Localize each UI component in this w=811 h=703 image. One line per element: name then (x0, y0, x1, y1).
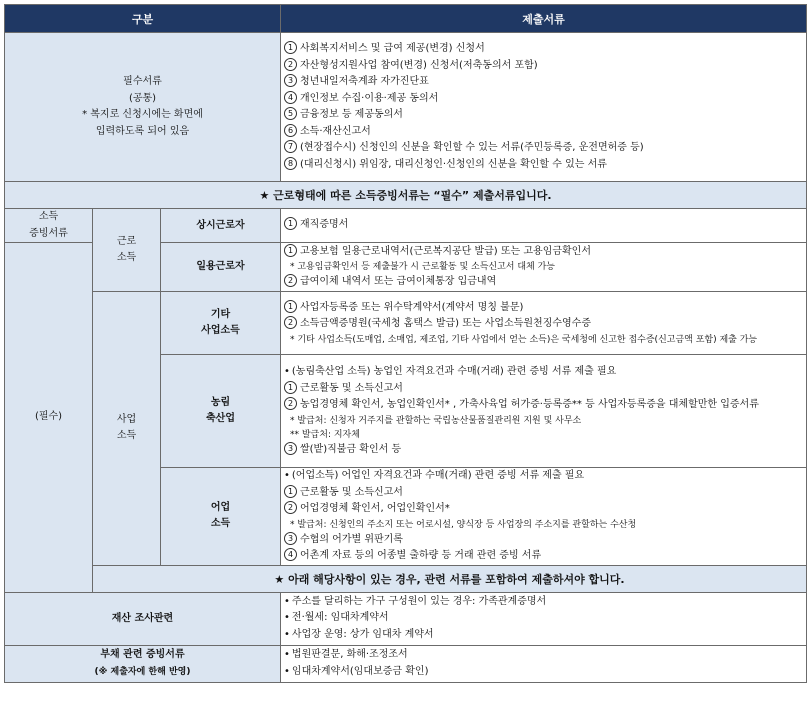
debt-docs (281, 645, 807, 682)
required-common-row (5, 33, 807, 182)
number-badge: 1 (284, 300, 297, 313)
header-documents: 제출서류 (281, 5, 807, 33)
list-item: 1 근로활동 및 소득신고서 (284, 381, 803, 398)
number-badge: 7 (284, 140, 297, 153)
list-item: 1 근로활동 및 소득신고서 (284, 485, 803, 502)
list-item: • (농림축산업 소득) 농업인 자격요건과 수매(거래) 관련 증빙 서류 제출 필요 (284, 366, 617, 377)
list-item: 4 개인정보 수집·이용·제공 동의서 (284, 91, 803, 108)
required-label: (필수) (5, 243, 93, 593)
debt-row (5, 645, 807, 682)
fishing-label: 어업 소득 (161, 468, 281, 566)
label-line: * 복지로 신청시에는 화면에 (82, 109, 203, 120)
header-row (5, 5, 807, 33)
number-badge: 1 (284, 381, 297, 394)
other-business-label: 기타 사업소득 (161, 292, 281, 355)
note: * 기타 사업소득(도매업, 소매업, 제조업, 기타 사업에서 얻는 소득)은 국세청에 신고한 접수증(신고금액 포함) 제출 가능 (290, 334, 758, 345)
required-common-label (5, 33, 281, 182)
list-item: • (어업소득) 어업인 자격요건과 수매(거래) 관련 증빙 서류 제출 필요 (284, 470, 585, 481)
list-item: 1 사업자등록증 또는 위수탁계약서(계약서 명칭 불문) (284, 300, 803, 317)
other-business-docs (281, 292, 807, 355)
banner-row (5, 182, 807, 209)
farming-docs (281, 355, 807, 468)
number-badge: 2 (284, 397, 297, 410)
note: * 발급처: 신청인의 주소지 또는 어로시설, 양식장 등 사업장의 주소지를 관할하는 수산청 (290, 519, 637, 530)
regular-worker-label: 상시근로자 (161, 209, 281, 243)
list-item: 3 수협의 어가별 위판기록 (284, 532, 803, 549)
number-badge: 1 (284, 485, 297, 498)
work-income-label: 근로 소득 (93, 209, 161, 292)
list-item: 2 농업경영체 확인서, 농업인확인서* , 가축사육업 허가증·등록증** 등 사업자등록증을 대체할만한 입증서류 (284, 397, 803, 414)
number-badge: 2 (284, 316, 297, 329)
income-group-label: 소득 증빙서류 (5, 209, 93, 243)
number-badge: 2 (284, 58, 297, 71)
income-banner: ★ 근로형태에 따른 소득증빙서류는 “필수” 제출서류입니다. (5, 182, 807, 209)
label-line: 입력하도록 되어 있음 (95, 125, 190, 137)
regular-worker-docs (281, 209, 807, 243)
list-item: 1 고용보험 일용근로내역서(근로복지공단 발급) 또는 고용임금확인서 (284, 244, 803, 261)
required-common-docs (281, 33, 807, 182)
number-badge: 1 (284, 41, 297, 54)
debt-label: 부채 관련 증빙서류 (※ 제출자에 한해 반영) (5, 645, 281, 682)
list-item: 1 사회복지서비스 및 급여 제공(변경) 신청서 (284, 41, 803, 58)
number-badge: 8 (284, 157, 297, 170)
list-item: 2 자산형성지원사업 참여(변경) 신청서(저축동의서 포함) (284, 58, 803, 75)
number-badge: 1 (284, 217, 297, 230)
number-badge: 3 (284, 532, 297, 545)
label-line: 필수서류 (123, 76, 162, 87)
number-badge: 5 (284, 107, 297, 120)
note: * 고용임금확인서 등 제출불가 시 근로활동 및 소득신고서 대체 가능 (290, 262, 555, 272)
list-item: • 사업장 운영: 상가 임대차 계약서 (284, 628, 434, 640)
property-docs (281, 592, 807, 645)
list-item: 1 재직증명서 (284, 217, 803, 234)
list-item: 7 (현장접수시) 신청인의 신분을 확인할 수 있는 서류(주민등록증, 운전면허증 등) (284, 140, 803, 157)
banner-row (5, 565, 807, 592)
list-item: 5 금융정보 등 제공동의서 (284, 107, 803, 124)
list-item: 2 급여이체 내역서 또는 급여이체통장 입금내역 (284, 274, 803, 291)
number-badge: 3 (284, 74, 297, 87)
number-badge: 4 (284, 91, 297, 104)
number-badge: 2 (284, 274, 297, 287)
list-item: 2 소득금액증명원(국세청 홈택스 발급) 또는 사업소득원천징수영수증 (284, 316, 803, 333)
number-badge: 3 (284, 442, 297, 455)
property-row (5, 592, 807, 645)
list-item: • 주소를 달리하는 가구 구성원이 있는 경우: 가족관계증명서 (284, 595, 547, 607)
optional-banner: ★ 아래 해당사항이 있는 경우, 관련 서류를 포함하여 제출하셔야 합니다. (93, 565, 807, 592)
income-row-regular (5, 209, 807, 243)
farming-label: 농림 축산업 (161, 355, 281, 468)
number-badge: 1 (284, 244, 297, 257)
number-badge: 4 (284, 548, 297, 561)
list-item: • 임대차계약서(임대보증금 확인) (284, 665, 429, 677)
fishing-docs (281, 468, 807, 566)
note: ** 발급처: 지자체 (290, 429, 360, 440)
business-income-label: 사업 소득 (93, 292, 161, 566)
list-item: • 법원판결문, 화해·조정조서 (284, 649, 408, 660)
note: * 발급처: 신청자 거주지를 관할하는 국립농산물품질관리원 지원 및 사무소 (290, 415, 582, 426)
document-table (4, 4, 807, 683)
list-item: 4 어촌계 자료 등의 어종별 출하량 등 거래 관련 증빙 서류 (284, 548, 803, 565)
list-item: 2 어업경영체 확인서, 어업인확인서* (284, 501, 803, 518)
list-item: 3 청년내일저축계좌 자가진단표 (284, 74, 803, 91)
list-item: • 전·월세: 임대차계약서 (284, 612, 389, 624)
daily-worker-docs (281, 243, 807, 292)
list-item: 8 (대리신청시) 위임장, 대리신청인·신청인의 신분을 확인할 수 있는 서류 (284, 157, 803, 174)
header-category: 구분 (5, 5, 281, 33)
list-item: 3 쌀(밭)직불금 확인서 등 (284, 442, 803, 459)
daily-worker-label: 일용근로자 (161, 243, 281, 292)
number-badge: 2 (284, 501, 297, 514)
label-line: (공통) (128, 92, 157, 104)
property-label: 재산 조사관련 (5, 592, 281, 645)
number-badge: 6 (284, 124, 297, 137)
income-row-other-business (5, 292, 807, 355)
list-item: 6 소득·재산신고서 (284, 124, 803, 141)
